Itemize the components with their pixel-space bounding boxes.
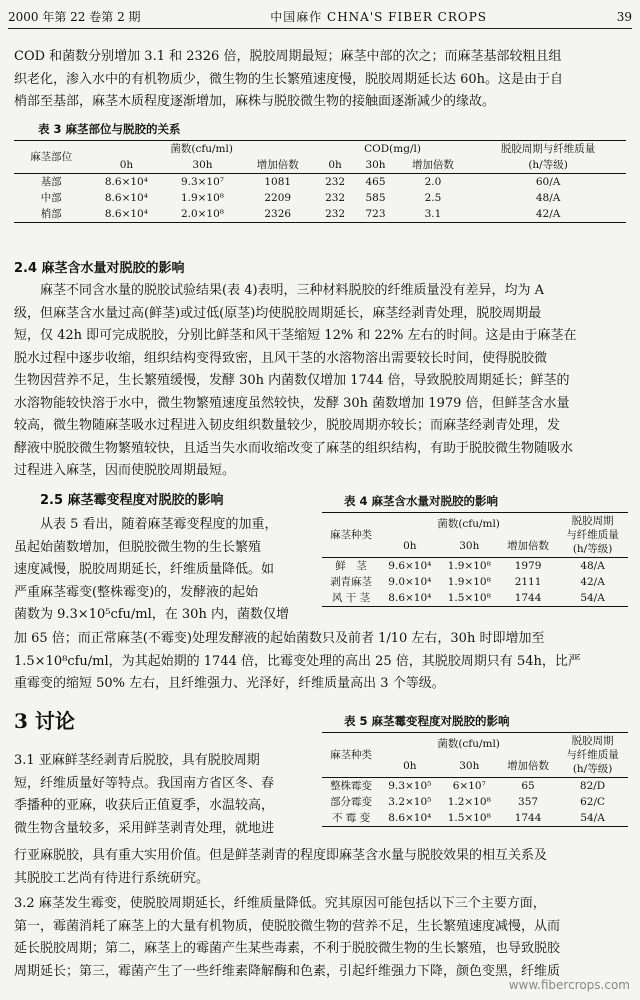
text-line: 虽起始菌数增加，但脱胶微生物的生长繁殖: [14, 539, 262, 555]
text-line: 酵液中脱胶微生物繁殖较快，且适当失水而收缩改变了麻茎的组织结构，有助于脱胶微生物随吸水: [14, 440, 574, 456]
table4-cell: 1.9×10⁸: [447, 560, 491, 572]
table3-header-part: 麻茎部位: [30, 151, 73, 163]
table-row: [322, 810, 628, 827]
table5-cell: 1.2×10⁸: [447, 796, 491, 808]
table4-header-period: [557, 513, 628, 558]
table3-cell: 232: [325, 208, 346, 220]
table3-header-d0: 0h: [328, 159, 342, 171]
table3-header-period: 脱胶周期与纤维质量: [500, 143, 596, 155]
table3-cell: 3.1: [424, 208, 442, 220]
table3-cell: 723: [365, 208, 386, 220]
table3-cell: 2.0: [424, 176, 442, 188]
table5-cell: 1744: [514, 812, 542, 824]
section-2-5-heading: 2.5 麻茎霉变程度对脱胶的影响: [40, 493, 224, 508]
table5-cell: 部分霉变: [330, 796, 373, 808]
table3: [14, 140, 626, 223]
text-line: 其脱胶工艺尚有待进行系统研究。: [14, 870, 210, 886]
table4-header-period-unit: (h/等级): [572, 543, 613, 555]
table4-header-c0: 0h: [403, 540, 417, 552]
table3-cell: 585: [365, 192, 386, 204]
table4-header-count: 菌数(cfu/ml): [437, 518, 500, 530]
table3-header-dinc: 增加倍数: [411, 159, 454, 171]
section-3-heading: 3 讨论: [14, 709, 75, 733]
watermark: www.fibercrops.com: [508, 977, 630, 992]
table5-cell: 8.6×10⁴: [388, 812, 432, 824]
table3-header-c0: 0h: [119, 159, 134, 171]
table5-header-c30: 30h: [459, 760, 480, 772]
text-line: 生物因营养不足，生长繁殖缓慢，发酵 30h 内菌数仅增加 1744 倍，导致脱胶周期延长；鲜茎的: [14, 373, 570, 388]
table3-cell: 60/A: [535, 176, 561, 188]
table3-header-count: 菌数(cfu/ml): [170, 143, 233, 155]
table4-cell: 鲜 茎: [335, 560, 367, 572]
table3-header-c30: 30h: [192, 159, 213, 171]
table5-caption: 表 5 麻茎霉变程度对脱胶的影响: [344, 714, 510, 728]
table5-header-count: 菌数(cfu/ml): [437, 738, 500, 750]
table5-cell: 3.2×10⁵: [388, 796, 432, 808]
table4-cell: 54/A: [580, 592, 605, 604]
table5-cell: 54/A: [580, 812, 605, 824]
table5-cell: 62/C: [580, 796, 606, 808]
table4-header-period-line2: 与纤维质量: [566, 529, 619, 541]
text-line: 短，仅 42h 即可完成脱胶，分别比鲜茎和风干茎缩短 12% 和 22% 左右的时间。这是由于麻茎在: [14, 328, 577, 343]
table3-cell: 2209: [264, 192, 292, 204]
text-line: 速度减慢，脱胶周期延长，纤维质量降低。如: [14, 562, 275, 577]
table5-cell: 1.5×10⁸: [447, 812, 491, 824]
section-3-1-full: [14, 845, 626, 890]
table4-header-kind: 麻茎种类: [330, 529, 373, 541]
table3-cell: 8.6×10⁴: [104, 176, 148, 188]
table3-caption: 表 3 麻茎部位与脱胶的关系: [38, 122, 181, 136]
section-2-4-body: [14, 280, 626, 483]
table3-header-period-unit: (h/等级): [528, 159, 568, 171]
table3-cell: 48/A: [535, 192, 561, 204]
table5-cell: 整株霉变: [330, 780, 373, 792]
text-line: 菌数为 9.3×10⁵cfu/ml，在 30h 内，菌数仅增: [14, 607, 289, 622]
text-line: 微生物含量较多，采用鲜茎剥青处理，就地进: [14, 820, 275, 836]
text-line: 较高，微生物随麻茎吸水过程进入韧皮组织数量较少，脱胶周期亦较长；而麻茎经剥青处理，发: [14, 418, 561, 433]
section-2-5-full: [14, 628, 626, 696]
table4-cell: 8.6×10⁴: [388, 592, 432, 604]
text-line: 行亚麻脱胶，具有重大实用价值。但是鲜茎剥青的程度即麻茎含水量与脱胶效果的相互关系及: [14, 848, 548, 863]
journal-title: 中国麻作 CHNA'S FIBER CROPS: [270, 9, 488, 24]
table3-cell: 465: [365, 176, 386, 188]
text-line: 第一，霉菌消耗了麻茎上的大量有机物质，使脱胶微生物的营养不足，生长繁殖速度减慢，从而: [14, 918, 561, 934]
table-row: [322, 590, 628, 607]
table3-cell: 2.0×10⁸: [180, 208, 225, 220]
table3-header-cinc: 增加倍数: [256, 159, 299, 171]
table5-cell: 357: [518, 796, 539, 808]
section-3-2: [14, 893, 626, 983]
text-line: COD 和菌数分别增加 3.1 和 2326 倍，脱胶周期最短；麻茎中部的次之；而麻茎基部较粗且组: [14, 49, 562, 64]
table3-header-d30: 30h: [365, 159, 386, 171]
table3-cell: 232: [325, 192, 346, 204]
table3-cell: 中部: [40, 192, 62, 204]
table5-cell: 65: [521, 780, 535, 792]
text-line: 水溶物能较快溶于水中，微生物繁殖速度虽然较快，发酵 30h 菌数增加 1979 倍，但鲜茎含水量: [14, 395, 570, 411]
table-row: [322, 574, 628, 590]
text-line: 梢部至基部，麻茎木质程度逐渐增加，麻株与脱胶微生物的接触面逐渐减少的缘故。: [14, 94, 496, 109]
page-number: 39: [616, 9, 632, 24]
table5-header-period-line2: 与纤维质量: [566, 749, 619, 761]
table5-header-kind: 麻茎种类: [330, 749, 373, 761]
table4-cell: 剥青麻茎: [330, 576, 373, 588]
section-3-1-narrow: [14, 750, 314, 840]
table3-cell: 1081: [264, 176, 292, 188]
table3-cell: 2.5: [424, 192, 442, 204]
text-line: 周期延长；第三，霉菌产生了一些纤维素降解酶和色素，引起纤维强力下降，颜色变黑，纤维质: [14, 963, 561, 979]
table5-header-cinc: 增加倍数: [507, 760, 550, 772]
table-row: [14, 174, 626, 191]
table-row: [14, 206, 626, 223]
table3-cell: 8.6×10⁴: [104, 208, 148, 220]
text-line: 从表 5 看出，随着麻茎霉变程度的加重，: [40, 517, 278, 532]
table4-cell: 风 干 茎: [331, 592, 371, 604]
table4-header-period-line1: 脱胶周期: [571, 515, 614, 527]
table4-header-c30: 30h: [459, 540, 480, 552]
table-row: [14, 190, 626, 206]
table3-cell: 8.6×10⁴: [104, 192, 148, 204]
section-2-5-narrow: [14, 514, 314, 627]
table-row: [322, 794, 628, 810]
section-2-4-heading: 2.4 麻茎含水量对脱胶的影响: [14, 261, 185, 276]
table5-cell: 6×10⁷: [452, 780, 486, 792]
text-line: 1.5×10⁸cfu/ml，为其起始期的 1744 倍，比霉变处理的高出 25 倍，其脱胶周期只有 54h，比严: [14, 653, 581, 669]
table4-cell: 1.5×10⁸: [447, 592, 491, 604]
table4-cell: 9.0×10⁴: [388, 576, 432, 588]
table4-cell: 42/A: [580, 576, 605, 588]
text-line: 短，纤维质量好等特点。我国南方省区冬、春: [14, 775, 275, 791]
text-line: 脱水过程中逐步收缩，组织结构变得致密，且风干茎的水溶物溶出需要较长时间，使得脱胶微: [14, 350, 548, 366]
text-line: 3.1 亚麻鲜茎经剥青后脱胶，具有脱胶周期: [14, 753, 260, 768]
intro-paragraph: [14, 46, 626, 114]
table3-header-cod: COD(mg/l): [364, 143, 421, 155]
table-row: [322, 778, 628, 795]
table5-header-period-unit: (h/等级): [572, 763, 613, 775]
table4-header-cinc: 增加倍数: [507, 540, 550, 552]
text-line: 麻茎不同含水量的脱胶试验结果(表 4)表明，三种材料脱胶的纤维质量没有差异，均为 A: [40, 283, 545, 298]
table4-cell: 48/A: [580, 560, 605, 572]
text-line: 季播种的亚麻，收获后正值夏季，水温较高，: [14, 798, 275, 813]
table5: [322, 732, 628, 827]
running-header: [8, 6, 632, 29]
table4-cell: 2111: [514, 576, 542, 588]
text-line: 3.2 麻茎发生霉变，使脱胶周期延长，纤维质量降低。究其原因可能包括以下三个主要方面，: [14, 896, 546, 911]
table-row: [322, 558, 628, 575]
table3-cell: 1.9×10⁸: [180, 192, 225, 204]
table4-caption: 表 4 麻茎含水量对脱胶的影响: [344, 494, 499, 508]
table4: [322, 512, 628, 607]
table4-cell: 1744: [514, 592, 542, 604]
table5-cell: 9.3×10⁵: [388, 780, 432, 792]
text-line: 加 65 倍；而正常麻茎(不霉变)处理发酵液的起始菌数只及前者 1/10 左右，30h 时即增加至: [14, 631, 545, 646]
table4-cell: 9.6×10⁴: [388, 560, 432, 572]
text-line: 级，但麻茎含水量过高(鲜茎)或过低(原茎)均使脱胶周期延长，麻茎经剥青处理，脱胶周期最: [14, 305, 542, 321]
table3-cell: 基部: [40, 176, 62, 188]
text-line: 严重麻茎霉变(整株霉变)的，发酵液的起始: [14, 584, 259, 600]
table5-cell: 不 霉 变: [331, 812, 371, 824]
table5-header-period: [557, 733, 628, 778]
table5-cell: 82/D: [579, 780, 606, 792]
table5-header-period-line1: 脱胶周期: [571, 735, 614, 747]
table3-cell: 42/A: [535, 208, 561, 220]
table3-cell: 2326: [264, 208, 292, 220]
table3-cell: 梢部: [40, 208, 62, 220]
table3-cell: 232: [325, 176, 346, 188]
table4-cell: 1.9×10⁸: [447, 576, 491, 588]
text-line: 织老化，渗入水中的有机物质少，微生物的生长繁殖速度慢，脱胶周期延长达 60h。这是由于自: [14, 71, 564, 87]
text-line: 过程进入麻茎，因而使脱胶周期最短。: [14, 463, 236, 478]
table4-cell: 1979: [514, 560, 542, 572]
text-line: 延长脱胶周期；第二，麻茎上的霉菌产生某些毒素，不利于脱胶微生物的生长繁殖，也导致脱胶: [14, 941, 561, 956]
table5-header-c0: 0h: [403, 760, 417, 772]
table3-cell: 9.3×10⁷: [180, 176, 225, 188]
text-line: 重霉变的缩短 50% 左右，且纤维强力、光泽好，纤维质量高出 3 个等级。: [14, 676, 445, 691]
journal-issue: 2000 年第 22 卷第 2 期: [8, 9, 141, 24]
